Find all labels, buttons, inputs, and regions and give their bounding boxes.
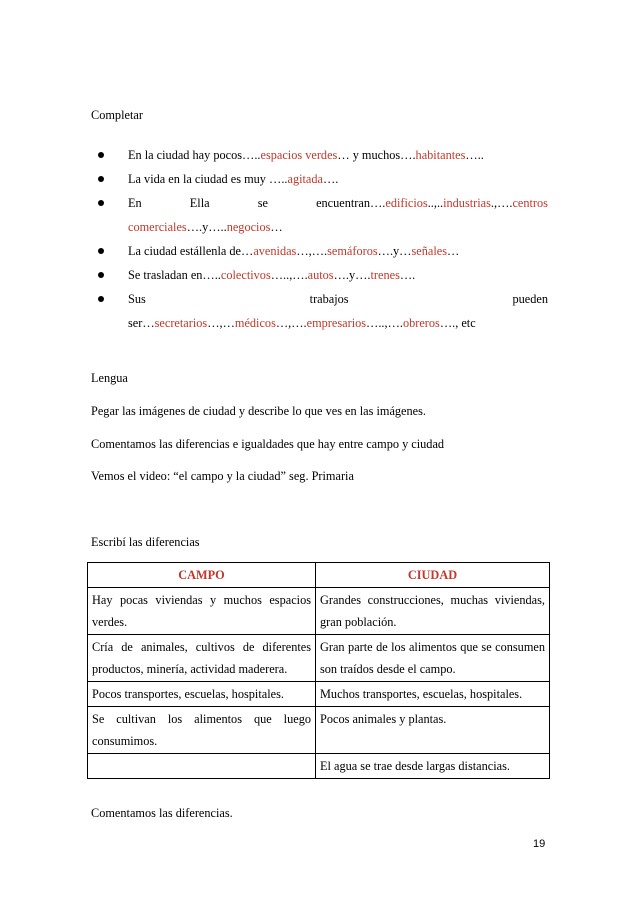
answer-text: médicos [234, 316, 276, 330]
section-title-diferencias: Escribí las diferencias [91, 535, 200, 549]
item-text [316, 191, 548, 215]
prompt-text: …..,…. [270, 268, 308, 282]
prompt-text: …..,…. [366, 316, 403, 330]
cell-ciudad: Muchos transportes, escuelas, hospitales. [316, 682, 550, 707]
prompt-text: ….y….. [186, 220, 227, 234]
word: trabajos [309, 292, 349, 306]
prompt-text: … [446, 244, 460, 258]
cell-ciudad: El agua se trae desde largas distancias. [316, 754, 550, 779]
answer-text: trenes [370, 268, 400, 282]
item-text-continued [128, 311, 548, 335]
answer-text: empresarios [306, 316, 367, 330]
cell-ciudad: Gran parte de los alimentos que se consumen son traídos desde el campo. [316, 635, 550, 682]
cell-campo: Pocos transportes, escuelas, hospitales. [88, 682, 316, 707]
list-item [91, 287, 548, 335]
cell-campo: Cría de animales, cultivos de diferentes productos, minería, actividad maderera. [88, 635, 316, 682]
answer-text: secretarios [154, 316, 208, 330]
prompt-text: …. [323, 172, 339, 186]
word: Sus [128, 292, 146, 306]
prompt-text: En la ciudad hay pocos….. [128, 148, 261, 162]
answer-text: edificios [385, 196, 428, 210]
prompt-text: …,…. [275, 316, 307, 330]
answer-text: comerciales [128, 220, 187, 234]
item-text [128, 172, 338, 186]
list-item [91, 191, 548, 239]
lengua-line: Pegar las imágenes de ciudad y describe lo que ves en las imágenes. [91, 404, 426, 418]
section-title-completar: Completar [91, 108, 143, 122]
cell-campo: Se cultivan los alimentos que luego consumimos. [88, 707, 316, 754]
answer-text: negocios [226, 220, 271, 234]
completar-list [91, 143, 548, 335]
prompt-text: Se trasladan en….. [128, 268, 221, 282]
table-row [88, 754, 550, 779]
prompt-text: …., etc [439, 316, 476, 330]
word: se [257, 196, 268, 210]
cell-ciudad: Pocos animales y plantas. [316, 707, 550, 754]
differences-table [87, 562, 550, 779]
cell-campo: Hay pocas viviendas y muchos espacios verdes. [88, 588, 316, 635]
column-header-campo: CAMPO [88, 563, 316, 588]
item-text [128, 148, 484, 162]
prompt-text: … y muchos…. [337, 148, 416, 162]
lengua-line: Comentamos las diferencias e igualdades que hay entre campo y ciudad [91, 437, 445, 451]
answer-text: agitada [287, 172, 323, 186]
answer-text: autos [307, 268, 334, 282]
word: pueden [512, 292, 548, 306]
bullet-icon [98, 248, 104, 254]
column-header-ciudad: CIUDAD [316, 563, 550, 588]
list-item [91, 239, 548, 263]
cell-ciudad: Grandes construcciones, muchas viviendas, gran población. [316, 588, 550, 635]
table-row [88, 707, 550, 754]
bullet-icon [98, 272, 104, 278]
list-item [91, 143, 548, 167]
lengua-line: Vemos el video: “el campo y la ciudad” seg. Primaria [91, 469, 354, 483]
prompt-text: ….y… [377, 244, 412, 258]
item-line [128, 287, 548, 311]
list-item [91, 167, 548, 191]
section-title-lengua: Lengua [91, 371, 128, 385]
answer-text: centros [512, 196, 548, 210]
answer-text: semáforos [327, 244, 378, 258]
item-line [128, 191, 548, 215]
word: Ella [189, 196, 210, 210]
list-item [91, 263, 548, 287]
item-text-continued [128, 215, 548, 239]
answer-text: obreros [402, 316, 440, 330]
prompt-text: La ciudad estállenla de… [128, 244, 254, 258]
table-header-row [88, 563, 550, 588]
prompt-text: …,…. [296, 244, 328, 258]
prompt-text: .,…. [490, 196, 513, 210]
answer-text: espacios verdes [260, 148, 338, 162]
table-row [88, 588, 550, 635]
page-number: 19 [533, 838, 546, 850]
footer-text: Comentamos las diferencias. [91, 806, 233, 820]
bullet-icon [98, 296, 104, 302]
answer-text: habitantes [415, 148, 466, 162]
item-text [128, 244, 459, 258]
prompt-text: La vida en la ciudad es muy ….. [128, 172, 288, 186]
item-text [128, 268, 415, 282]
prompt-text: encuentran…. [316, 196, 386, 210]
answer-text: colectivos [220, 268, 271, 282]
answer-text: señales [411, 244, 447, 258]
bullet-icon [98, 176, 104, 182]
prompt-text: …,… [207, 316, 235, 330]
prompt-text: ….y…. [333, 268, 371, 282]
answer-text: avenidas [253, 244, 297, 258]
bullet-icon [98, 200, 104, 206]
prompt-text: … [270, 220, 283, 234]
prompt-text: ser… [128, 316, 155, 330]
word: En [128, 196, 142, 210]
answer-text: industrias [443, 196, 491, 210]
prompt-text: …. [399, 268, 416, 282]
table-row [88, 682, 550, 707]
prompt-text: ….. [465, 148, 484, 162]
bullet-icon [98, 152, 104, 158]
prompt-text: ..,.. [427, 196, 444, 210]
cell-campo [88, 754, 316, 779]
table-row [88, 635, 550, 682]
